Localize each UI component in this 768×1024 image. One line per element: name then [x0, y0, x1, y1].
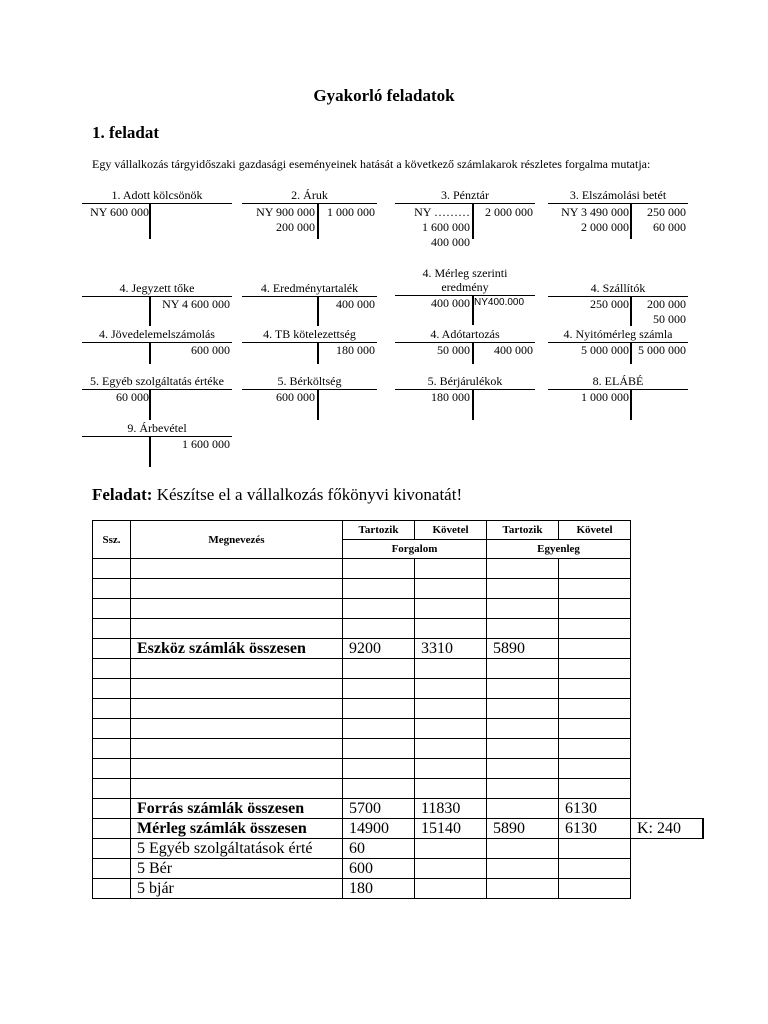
- table-row: [93, 779, 703, 799]
- debit-entry: 180 000: [431, 390, 470, 404]
- t-account-title: 5. Bérjárulékok: [427, 374, 503, 388]
- t-account-title: 3. Pénztár: [441, 188, 489, 202]
- t-account-title: 4. Adótartozás: [430, 327, 500, 341]
- credit-entry: 600 000: [191, 343, 230, 357]
- row-name: Eszköz számlák összesen: [131, 639, 343, 659]
- table-row: [93, 739, 703, 759]
- header-tartozik-egyenleg: Tartozik: [487, 521, 559, 540]
- task-instruction: [92, 485, 462, 505]
- header-egyenleg: Egyenleg: [487, 540, 631, 559]
- debit-entry: NY 3 490 000: [561, 205, 629, 219]
- table-row: [93, 679, 703, 699]
- t-account-berkoltseg: [242, 374, 377, 422]
- t-account-title: 4. Mérleg szerinti: [422, 266, 508, 280]
- table-row: [93, 659, 703, 679]
- table-row: [93, 599, 703, 619]
- t-account-jegyzett-toke: [82, 281, 232, 331]
- t-account-title: 2. Áruk: [291, 188, 328, 202]
- t-account-title: 3. Elszámolási betét: [569, 188, 667, 202]
- debit-entry: 50 000: [437, 343, 470, 357]
- debit-entry: NY ………: [414, 205, 470, 219]
- cell-kovetel-forgalom: 11830: [415, 799, 487, 819]
- debit-entry: NY 900 000: [256, 205, 315, 219]
- t-account-arbevetel: [82, 421, 232, 469]
- header-kovetel-forgalom: Követel: [415, 521, 487, 540]
- row-name: 5 Egyéb szolgáltatások érté: [131, 839, 343, 859]
- credit-entry: 5 000 000: [638, 343, 686, 357]
- cell-kovetel-forgalom: 15140: [415, 819, 487, 839]
- t-account-nyitomerleg-szamla: [548, 327, 688, 367]
- table-row: [93, 699, 703, 719]
- t-account-title: 4. Szállítók: [590, 281, 646, 295]
- cell-tartozik-forgalom: 600: [343, 859, 415, 879]
- debit-entry: 1 000 000: [581, 390, 629, 404]
- credit-entry: 400 000: [494, 343, 533, 357]
- cell-tartozik-forgalom: 60: [343, 839, 415, 859]
- credit-entry: 200 000: [647, 297, 686, 311]
- credit-entry: 1 600 000: [182, 437, 230, 451]
- t-account-aruk: [242, 188, 377, 252]
- debit-entry: 400 000: [431, 235, 470, 249]
- credit-entry: NY400.000: [474, 297, 525, 308]
- ledger-summary-table: [92, 520, 704, 899]
- t-account-title: 4. Jegyzett tőke: [119, 281, 195, 295]
- t-account-title: 8. ELÁBÉ: [592, 374, 644, 388]
- t-account-title: 5. Egyéb szolgáltatás értéke: [90, 374, 224, 388]
- t-account-title: 5. Bérköltség: [277, 374, 342, 388]
- table-row: [93, 719, 703, 739]
- intro-text: Egy vállalkozás tárgyidőszaki gazdasági eseményeinek hatását a következő számlakarok részletes forgalma mutatja:: [92, 157, 651, 171]
- table-row-ber: [93, 859, 703, 879]
- t-account-jovedelemelszamolas: [82, 327, 232, 367]
- t-account-title: 4. Nyitómérleg számla: [563, 327, 673, 341]
- t-account-adotartozas: [395, 327, 535, 367]
- page-title: Gyakorló feladatok: [313, 86, 455, 105]
- t-account-title: 4. Eredménytartalék: [260, 281, 359, 295]
- cell-kovetel-egyenleg: 6130: [559, 799, 631, 819]
- credit-entry: 400 000: [336, 297, 375, 311]
- header-forgalom: Forgalom: [343, 540, 487, 559]
- credit-entry: 180 000: [336, 343, 375, 357]
- debit-entry: 60 000: [116, 390, 149, 404]
- t-account-adott-kolcsonok: [82, 188, 232, 252]
- table-row: [93, 579, 703, 599]
- debit-entry: 400 000: [431, 296, 470, 310]
- credit-entry: 50 000: [653, 312, 686, 326]
- row-name: 5 bjár: [131, 879, 343, 899]
- table-row-bjar: [93, 879, 703, 899]
- credit-entry: NY 4 600 000: [162, 297, 230, 311]
- t-account-title: 4. TB kötelezettség: [263, 327, 356, 341]
- cell-kovetel-forgalom: 3310: [415, 639, 487, 659]
- table-row-forras-total: [93, 799, 703, 819]
- t-account-merleg-szerinti-eredmeny: [395, 266, 535, 331]
- credit-entry: 250 000: [647, 205, 686, 219]
- table-row: [93, 619, 703, 639]
- cell-kovetel-egyenleg: [559, 639, 631, 659]
- t-account-berjarulekok: [395, 374, 535, 422]
- credit-entry: 2 000 000: [485, 205, 533, 219]
- cell-tartozik-egyenleg: 5890: [487, 819, 559, 839]
- t-account-tb-kotelezettseg: [242, 327, 377, 367]
- t-account-penztar: [395, 188, 535, 252]
- cell-difference-note: K: 240: [631, 819, 703, 839]
- header-tartozik-forgalom: Tartozik: [343, 521, 415, 540]
- table-row-merleg-total: [93, 819, 703, 839]
- cell-tartozik-forgalom: 5700: [343, 799, 415, 819]
- task-heading: 1. feladat: [92, 123, 160, 142]
- cell-tartozik-forgalom: 180: [343, 879, 415, 899]
- table-row: [93, 759, 703, 779]
- t-account-title-line2: eredmény: [441, 280, 489, 294]
- debit-entry: 2 000 000: [581, 220, 629, 234]
- t-account-title: 4. Jövedelemelszámolás: [99, 327, 215, 341]
- table-row-eszkoz-total: [93, 639, 703, 659]
- t-account-title: 1. Adott kölcsönök: [111, 188, 203, 202]
- debit-entry: 250 000: [590, 297, 629, 311]
- cell-tartozik-egyenleg: 5890: [487, 639, 559, 659]
- header-kovetel-egyenleg: Követel: [559, 521, 631, 540]
- cell-tartozik-egyenleg: [487, 799, 559, 819]
- t-account-eredmenytartalek: [242, 281, 377, 331]
- debit-entry: 1 600 000: [422, 220, 470, 234]
- cell-tartozik-forgalom: 14900: [343, 819, 415, 839]
- row-name: Forrás számlák összesen: [131, 799, 343, 819]
- table-row-egyeb-szolgaltatasok: [93, 839, 703, 859]
- t-account-elszamolasi-betet: [548, 188, 688, 252]
- credit-entry: 60 000: [653, 220, 686, 234]
- debit-entry: 600 000: [276, 390, 315, 404]
- t-account-szallitok: [548, 281, 688, 331]
- cell-kovetel-egyenleg: 6130: [559, 819, 631, 839]
- task-text: Készítse el a vállalkozás főkönyvi kivonatát!: [152, 485, 463, 504]
- header-ssz: Ssz.: [93, 521, 131, 559]
- t-account-title: 9. Árbevétel: [127, 421, 187, 435]
- debit-entry: 200 000: [276, 220, 315, 234]
- t-account-elabe: [548, 374, 688, 422]
- table-row: [93, 559, 703, 579]
- cell-tartozik-forgalom: 9200: [343, 639, 415, 659]
- header-megnevezes: Megnevezés: [131, 521, 343, 559]
- debit-entry: 5 000 000: [581, 343, 629, 357]
- credit-entry: 1 000 000: [327, 205, 375, 219]
- t-account-egyeb-szolgaltatas: [82, 374, 232, 422]
- row-name: 5 Bér: [131, 859, 343, 879]
- debit-entry: NY 600 000: [90, 205, 149, 219]
- row-name: Mérleg számlák összesen: [131, 819, 343, 839]
- task-label: Feladat:: [92, 485, 153, 504]
